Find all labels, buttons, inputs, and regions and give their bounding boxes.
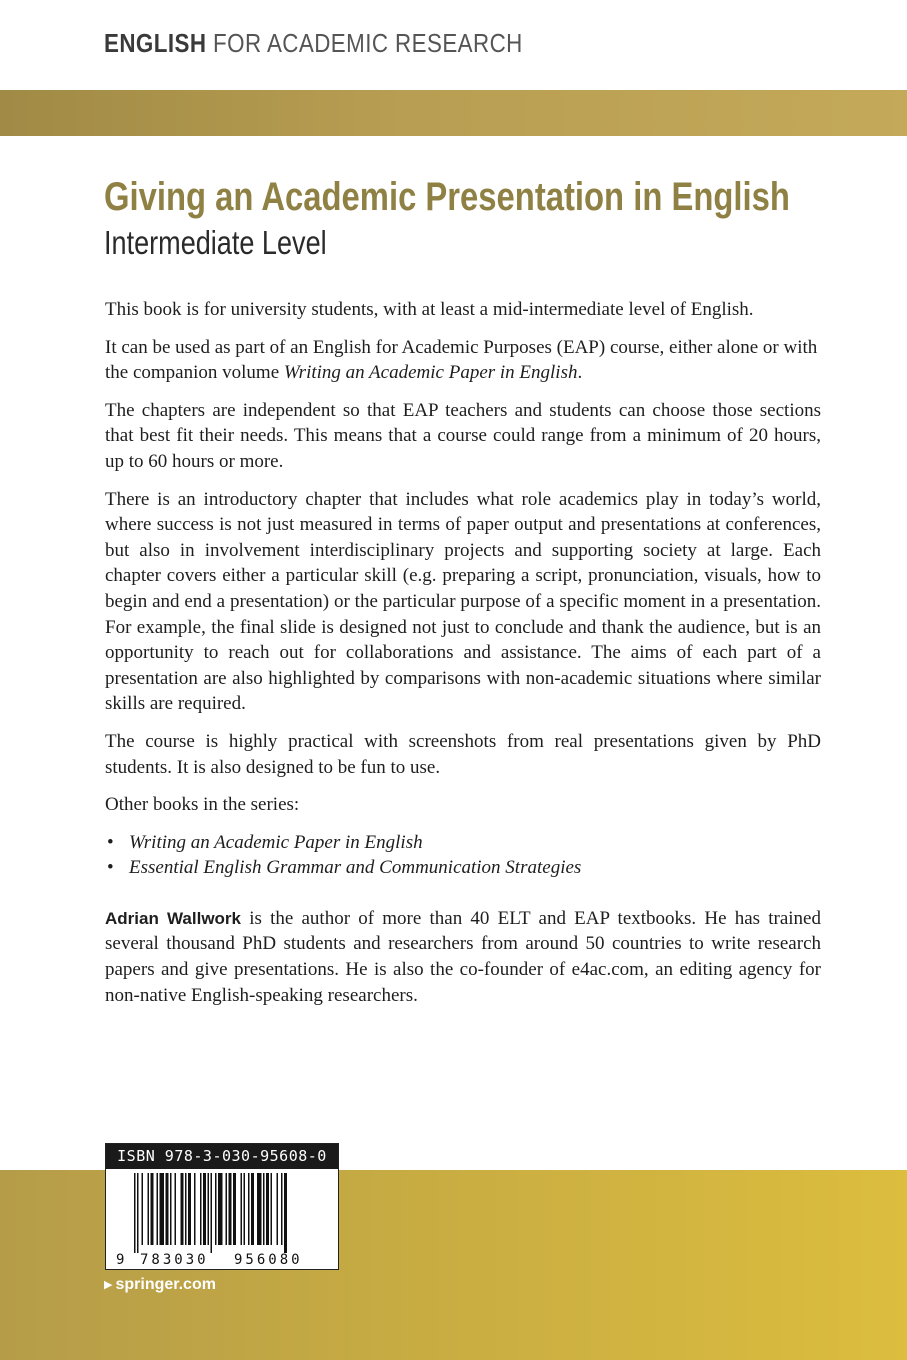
- isbn-label: ISBN 978-3-030-95608-0: [106, 1144, 338, 1169]
- barcode-bar: [166, 1173, 169, 1245]
- barcode-bar: [200, 1173, 202, 1245]
- barcode-bar: [266, 1173, 269, 1245]
- barcode-bar: [241, 1173, 243, 1245]
- barcode-icon: [106, 1169, 338, 1269]
- barcode-bar: [229, 1173, 232, 1245]
- barcode-bar: [181, 1173, 184, 1245]
- bullet-icon: •: [107, 857, 114, 879]
- blurb-paragraph-2: [105, 335, 821, 386]
- barcode-bar: [251, 1173, 254, 1245]
- series-name-strong: ENGLISH: [104, 28, 207, 58]
- barcode-bar: [284, 1173, 287, 1253]
- author-bio: [105, 906, 821, 1008]
- isbn-digits-right: 956080: [234, 1252, 303, 1268]
- other-book-title: Writing an Academic Paper in English: [129, 831, 423, 853]
- barcode-bar: [226, 1173, 228, 1245]
- barcode-bar: [160, 1173, 165, 1245]
- barcode-bar: [208, 1173, 210, 1245]
- blurb-paragraph-5: The course is highly practical with screenshots from real presentations given by PhD students. It is also designed to be fun to use.: [105, 730, 821, 778]
- blurb-paragraph-2-end: .: [577, 362, 583, 384]
- blurb-paragraph-3: The chapters are independent so that EAP teachers and students can choose those sections that best fit their needs. This means that a course could range from a minimum of 20 hours, up to 60 hours or more.: [105, 399, 821, 472]
- other-book-title: Essential English Grammar and Communication Strategies: [129, 857, 582, 879]
- springer-link-text: springer.com: [115, 1276, 216, 1293]
- blurb-paragraph-4: There is an introductory chapter that includes what role academics play in today’s world, where success is not just measured in terms of paper output and presentations at conferences, but also in involvement interdisciplinary projects and supporting society at large. Each chapter covers either a particular skill (e.g. preparing a script, pronunciation, visuals, how to begin and end a presentation) or the particular purpose of a specific moment in a presentation. For example, the final slide is designed not just to conclude and thank the audience, but is an opportunity to reach out for collaborations and assistance. The aims of each part of a presentation are also highlighted by comparisons with non-academic situations where similar skills are required.: [105, 488, 821, 715]
- blurb-paragraph-1: This book is for university students, with at least a mid-intermediate level of English.: [105, 299, 754, 320]
- springer-link[interactable]: [104, 1276, 216, 1294]
- barcode-bar: [170, 1173, 172, 1245]
- barcode-bar: [194, 1173, 196, 1245]
- other-books-list: [105, 830, 821, 881]
- book-title: Giving an Academic Presentation in English: [104, 175, 790, 219]
- other-books-label: Other books in the series:: [105, 794, 300, 816]
- list-item: [105, 830, 821, 856]
- barcode-bar: [277, 1173, 279, 1245]
- top-gold-band: [0, 90, 907, 136]
- barcode-bar: [281, 1173, 283, 1245]
- barcode-bar: [257, 1173, 262, 1245]
- barcode-bar: [271, 1173, 273, 1245]
- barcode-bar: [248, 1173, 250, 1245]
- barcode-bar: [218, 1173, 223, 1245]
- barcode-bar: [188, 1173, 191, 1245]
- blurb: [105, 297, 821, 1020]
- barcode-bars: [134, 1173, 287, 1253]
- barcode-bar: [157, 1173, 159, 1245]
- barcode-bar: [244, 1173, 246, 1245]
- companion-volume-title: Writing an Academic Paper in English: [283, 362, 578, 384]
- barcode-bar: [137, 1173, 139, 1253]
- series-name-light: FOR ACADEMIC RESEARCH: [213, 28, 523, 58]
- barcode-bar: [203, 1173, 206, 1245]
- isbn-digit-lead: 9: [116, 1252, 125, 1268]
- barcode-bar: [185, 1173, 187, 1245]
- arrow-right-icon: ▶: [104, 1279, 113, 1291]
- isbn-digits-left: 783030: [140, 1252, 209, 1268]
- barcode-bar: [215, 1173, 217, 1245]
- barcode-bar: [134, 1173, 136, 1253]
- author-name: Adrian Wallwork: [105, 908, 242, 928]
- book-subtitle: Intermediate Level: [104, 224, 327, 261]
- list-item: [105, 855, 821, 881]
- bullet-icon: •: [107, 831, 114, 853]
- barcode-bar: [211, 1173, 213, 1253]
- barcode-bar: [151, 1173, 154, 1245]
- barcode-bar: [148, 1173, 150, 1245]
- barcode-bar: [263, 1173, 265, 1245]
- series-header: [104, 28, 523, 59]
- barcode-bar: [175, 1173, 177, 1245]
- barcode-bar: [233, 1173, 236, 1245]
- blurb-paragraph-2-start: It can be used as part of an English for Academic Purposes (EAP) course, either alone or with the companion volume: [105, 336, 818, 384]
- author-bio-text: is the author of more than 40 ELT and EAP textbooks. He has trained several thousand PhD students and researchers from around 50 countries to write research papers and give presentations. He is also the co-founder of e4ac.com, an editing agency for non-native English-speaking researchers.: [105, 907, 821, 1006]
- barcode-bar: [142, 1173, 144, 1245]
- isbn-barcode-block: [105, 1143, 339, 1270]
